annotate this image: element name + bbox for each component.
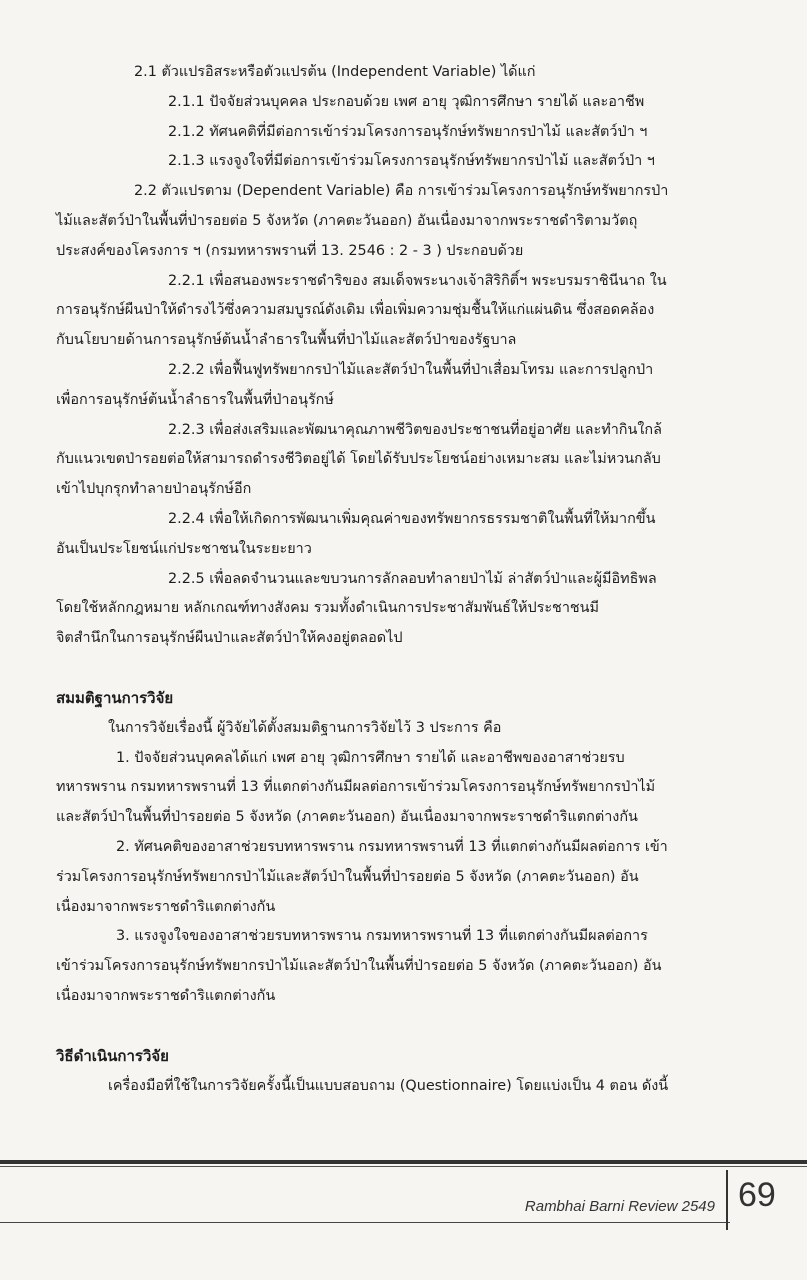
hypothesis-3-line3: เนื่องมาจากพระราชดำริแตกต่างกัน [56, 987, 276, 1004]
journal-name: Rambhai Barni Review 2549 [524, 1198, 715, 1215]
item-2-1-2: 2.1.2 ทัศนคติที่มีต่อการเข้าร่วมโครงการอนุรักษ์ทรัพยากรป่าไม้ และสัตว์ป่า ฯ [168, 123, 648, 140]
item-2-2-4-line1: 2.2.4 เพื่อให้เกิดการพัฒนาเพิ่มคุณค่าของทรัพยากรธรรมชาติในพื้นที่ให้มากขึ้น [168, 510, 656, 527]
page-body [56, 58, 726, 1101]
hypothesis-2-line1: 2. ทัศนคติของอาสาช่วยรบทหารพราน กรมทหารพรานที่ 13 ที่แตกต่างกันมีผลต่อการ เข้า [116, 838, 668, 855]
item-2-2-5-line2: โดยใช้หลักกฎหมาย หลักเกณฑ์ทางสังคม รวมทั้งดำเนินการประชาสัมพันธ์ให้ประชาชนมี [56, 600, 600, 617]
footer-divider [726, 1170, 728, 1230]
item-2-2-3-line3: เข้าไปบุกรุกทำลายป่าอนุรักษ์อีก [56, 481, 252, 498]
page-number: 69 [738, 1176, 776, 1214]
hypothesis-intro: ในการวิจัยเรื่องนี้ ผู้วิจัยได้ตั้งสมมติฐานการวิจัยไว้ 3 ประการ คือ [108, 719, 502, 736]
hypothesis-2-line3: เนื่องมาจากพระราชดำริแตกต่างกัน [56, 898, 276, 915]
hypothesis-1-line1: 1. ปัจจัยส่วนบุคคลได้แก่ เพศ อายุ วุฒิการศึกษา รายได้ และอาชีพของอาสาช่วยรบ [116, 749, 625, 766]
item-2-2-5-line3: จิตสำนึกในการอนุรักษ์ผืนป่าและสัตว์ป่าให้คงอยู่ตลอดไป [56, 630, 403, 647]
method-heading: วิธีดำเนินการวิจัย [56, 1046, 169, 1065]
footer-rule-bottom [0, 1222, 730, 1223]
hypothesis-3-line2: เข้าร่วมโครงการอนุรักษ์ทรัพยากรป่าไม้และสัตว์ป่าในพื้นที่ป่ารอยต่อ 5 จังหวัด (ภาคตะวันออก) อัน [56, 958, 662, 975]
hypothesis-2-line2: ร่วมโครงการอนุรักษ์ทรัพยากรป่าไม้และสัตว์ป่าในพื้นที่ป่ารอยต่อ 5 จังหวัด (ภาคตะวันออก) อัน [56, 868, 639, 885]
section-2-2-line3: ประสงค์ของโครงการ ฯ (กรมทหารพรานที่ 13. 2546 : 2 - 3 ) ประกอบด้วย [56, 242, 524, 259]
footer-rule-thick [0, 1160, 807, 1164]
item-2-2-1-line2: การอนุรักษ์ผืนป่าให้ดำรงไว้ซึ่งความสมบูรณ์ดังเดิม เพื่อเพิ่มความชุ่มชื้นให้แก่แผ่นดิน ซึ่งสอดคล้อง [56, 302, 655, 319]
method-text: เครื่องมือที่ใช้ในการวิจัยครั้งนี้เป็นแบบสอบถาม (Questionnaire) โดยแบ่งเป็น 4 ตอน ดังนี้ [108, 1077, 669, 1094]
item-2-1-3: 2.1.3 แรงจูงใจที่มีต่อการเข้าร่วมโครงการอนุรักษ์ทรัพยากรป่าไม้ และสัตว์ป่า ฯ [168, 153, 655, 170]
footer-rule-thin [0, 1166, 807, 1167]
hypothesis-3-line1: 3. แรงจูงใจของอาสาช่วยรบทหารพราน กรมทหารพรานที่ 13 ที่แตกต่างกันมีผลต่อการ [116, 928, 648, 945]
item-2-2-2-line1: 2.2.2 เพื่อฟื้นฟูทรัพยากรป่าไม้และสัตว์ป่าในพื้นที่ป่าเสื่อมโทรม และการปลูกป่า [168, 361, 654, 378]
section-2-2-line2: ไม้และสัตว์ป่าในพื้นที่ป่ารอยต่อ 5 จังหวัด (ภาคตะวันออก) อันเนื่องมาจากพระราชดำริตามวัตถุ [56, 212, 638, 229]
hypothesis-heading: สมมติฐานการวิจัย [56, 688, 174, 707]
hypothesis-1-line3: และสัตว์ป่าในพื้นที่ป่ารอยต่อ 5 จังหวัด (ภาคตะวันออก) อันเนื่องมาจากพระราชดำริแตกต่างกัน [56, 809, 638, 826]
item-2-1-1: 2.1.1 ปัจจัยส่วนบุคคล ประกอบด้วย เพศ อายุ วุฒิการศึกษา รายได้ และอาชีพ [168, 93, 645, 110]
section-2-2-line1: 2.2 ตัวแปรตาม (Dependent Variable) คือ การเข้าร่วมโครงการอนุรักษ์ทรัพยากรป่า [134, 183, 669, 200]
item-2-2-1-line3: กับนโยบายด้านการอนุรักษ์ต้นน้ำลำธารในพื้นที่ป่าไม้และสัตว์ป่าของรัฐบาล [56, 332, 517, 349]
section-2-1-title: 2.1 ตัวแปรอิสระหรือตัวแปรต้น (Independent Variable) ได้แก่ [134, 64, 536, 80]
item-2-2-3-line2: กับแนวเขตป่ารอยต่อให้สามารถดำรงชีวิตอยู่ได้ โดยได้รับประโยชน์อย่างเหมาะสม และไม่หวนกลับ [56, 451, 661, 468]
item-2-2-1-line1: 2.2.1 เพื่อสนองพระราชดำริของ สมเด็จพระนางเจ้าสิริกิติ์ฯ พระบรมราชินีนาถ ใน [168, 272, 667, 289]
hypothesis-1-line2: ทหารพราน กรมทหารพรานที่ 13 ที่แตกต่างกันมีผลต่อการเข้าร่วมโครงการอนุรักษ์ทรัพยากรป่าไม้ [56, 779, 656, 796]
item-2-2-5-line1: 2.2.5 เพื่อลดจำนวนและขบวนการลักลอบทำลายป่าไม้ ล่าสัตว์ป่าและผู้มีอิทธิพล [168, 570, 657, 587]
item-2-2-2-line2: เพื่อการอนุรักษ์ต้นน้ำลำธารในพื้นที่ป่าอนุรักษ์ [56, 391, 334, 408]
item-2-2-4-line2: อันเป็นประโยชน์แก่ประชาชนในระยะยาว [56, 540, 312, 557]
item-2-2-3-line1: 2.2.3 เพื่อส่งเสริมและพัฒนาคุณภาพชีวิตของประชาชนที่อยู่อาศัย และทำกินใกล้ [168, 421, 662, 438]
